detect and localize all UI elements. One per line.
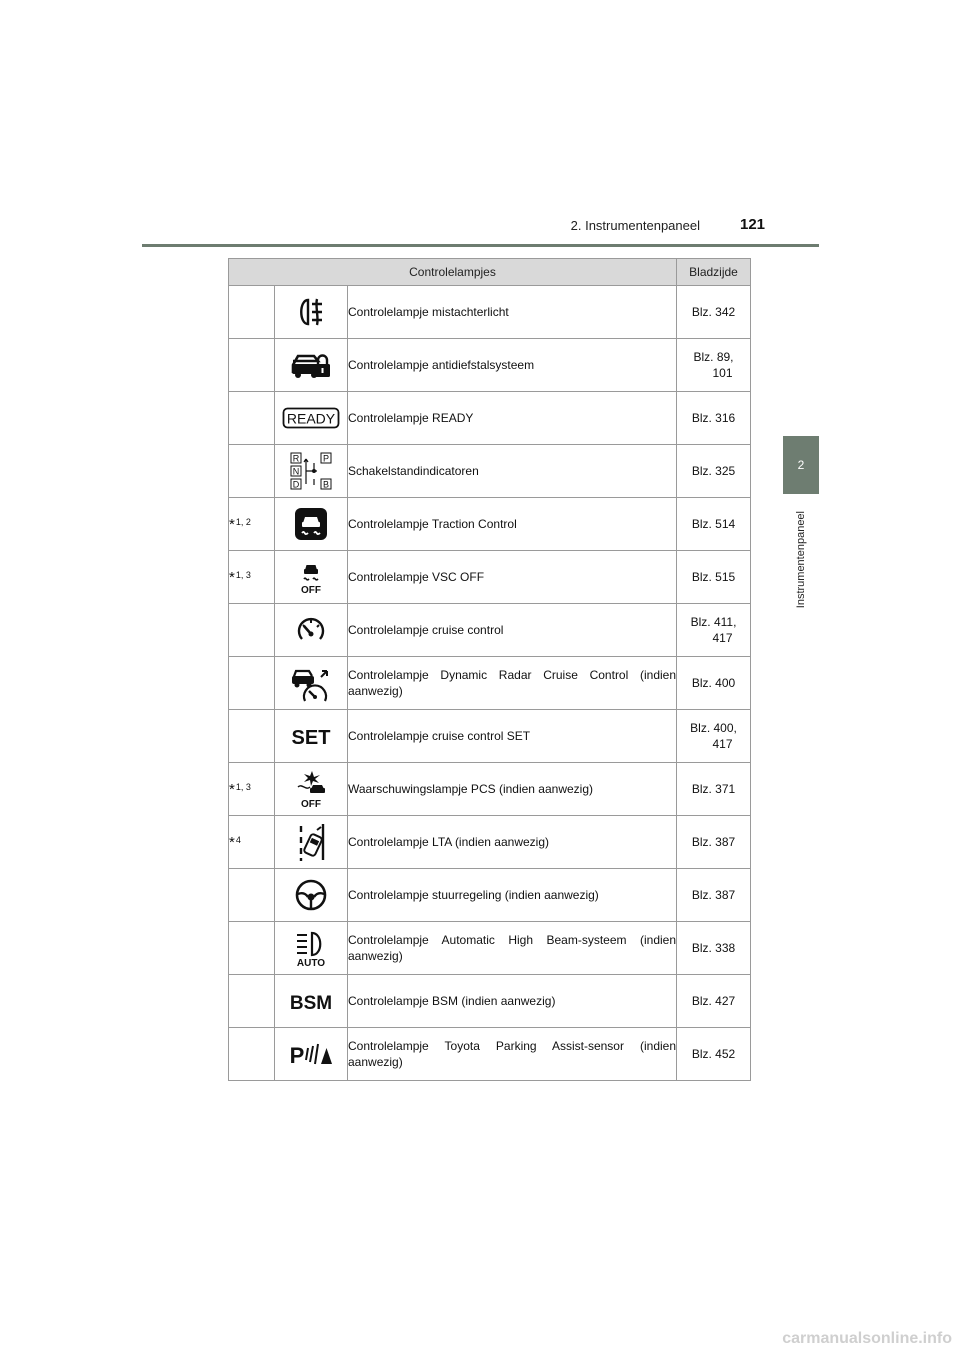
radar-cruise-icon	[275, 657, 348, 710]
car-padlock-icon	[275, 339, 348, 392]
page-reference	[677, 498, 751, 551]
table-row	[229, 763, 751, 816]
table-row	[229, 339, 751, 392]
footnote-cell	[229, 763, 275, 816]
footnote-cell	[229, 869, 275, 922]
lamp-description: Controlelampje BSM (indien aanwezig)	[348, 975, 677, 1028]
shift-d-text: D	[292, 479, 300, 490]
page-reference-line: Blz. 452	[691, 1047, 736, 1061]
traction-control-icon	[275, 498, 348, 551]
footnote-cell	[229, 657, 275, 710]
page-reference-line: 417	[712, 631, 733, 645]
page-reference-line: Blz. 387	[691, 888, 736, 902]
page-reference-line: Blz. 342	[691, 305, 736, 319]
table-row	[229, 816, 751, 869]
table-header-row	[229, 259, 751, 286]
auto-high-beam-icon	[275, 922, 348, 975]
page-reference-line: Blz. 427	[691, 994, 736, 1008]
table-row	[229, 710, 751, 763]
table-row	[229, 392, 751, 445]
page-reference-line: Blz. 89,	[693, 350, 734, 364]
page-reference	[677, 604, 751, 657]
page-reference	[677, 869, 751, 922]
footnote-cell	[229, 922, 275, 975]
ready-text: READY	[286, 410, 336, 427]
chapter-tab	[783, 436, 819, 494]
shift-r-text: R	[292, 453, 300, 464]
column-header-page: Bladzijde	[677, 259, 751, 286]
page-reference	[677, 286, 751, 339]
lamp-description: Schakelstandindicatoren	[348, 445, 677, 498]
page-reference-line: 101	[712, 366, 733, 380]
table-row	[229, 975, 751, 1028]
column-header-lamps: Controlelampjes	[229, 259, 677, 286]
rear-fog-light-icon	[275, 286, 348, 339]
page-reference	[677, 763, 751, 816]
bsm-text: BSM	[289, 993, 333, 1013]
table-row	[229, 551, 751, 604]
page-reference	[677, 339, 751, 392]
chapter-label-text: Instrumentenpaneel	[795, 511, 807, 609]
table-row	[229, 1028, 751, 1081]
table-row	[229, 922, 751, 975]
lamp-description: Controlelampje antidiefstalsysteem	[348, 339, 677, 392]
header-divider	[142, 244, 819, 247]
footnote-cell	[229, 498, 275, 551]
pcs-off-icon	[275, 763, 348, 816]
footnote-cell	[229, 445, 275, 498]
footnote-cell	[229, 339, 275, 392]
footnote-ref: *$^{1, 2}$	[229, 515, 251, 533]
lamp-description: Controlelampje Automatic High Beam-systeem (indien aanwezig)	[348, 922, 677, 975]
table-row	[229, 498, 751, 551]
page-reference	[677, 445, 751, 498]
footnote-cell	[229, 604, 275, 657]
page-reference-line: Blz. 387	[691, 835, 736, 849]
lamp-description: Controlelampje Dynamic Radar Cruise Control (indien aanwezig)	[348, 657, 677, 710]
page-reference-line: Blz. 411,	[690, 615, 737, 629]
page-reference	[677, 710, 751, 763]
lamp-description: Waarschuwingslampje PCS (indien aanwezig)	[348, 763, 677, 816]
footnote-ref: *$^4$	[229, 833, 241, 851]
lamp-description: Controlelampje cruise control SET	[348, 710, 677, 763]
page-reference	[677, 657, 751, 710]
page-reference-line: Blz. 400	[691, 676, 736, 690]
vsc-off-text: OFF	[301, 585, 321, 595]
parking-assist-icon	[275, 1028, 348, 1081]
lamp-description: Controlelampje Traction Control	[348, 498, 677, 551]
shift-n-text: N	[292, 466, 300, 477]
lamp-description: Controlelampje stuurregeling (indien aanwezig)	[348, 869, 677, 922]
page-number: 121	[740, 216, 766, 233]
section-title: 2. Instrumentenpaneel	[570, 218, 700, 233]
page-reference	[677, 975, 751, 1028]
table-row	[229, 286, 751, 339]
table-row	[229, 869, 751, 922]
page-reference-line: Blz. 325	[691, 464, 736, 478]
vsc-off-icon	[275, 551, 348, 604]
footnote-cell	[229, 1028, 275, 1081]
shift-p-text: P	[322, 453, 330, 464]
page-reference	[677, 551, 751, 604]
footnote-cell	[229, 392, 275, 445]
page-reference-line: Blz. 515	[691, 570, 736, 584]
page-reference-line: Blz. 514	[691, 517, 736, 531]
set-icon	[275, 710, 348, 763]
set-text: SET	[291, 727, 331, 748]
page-reference-line: Blz. 400,	[690, 721, 737, 735]
chapter-number: 2	[797, 458, 805, 472]
shift-b-text: B	[322, 479, 330, 490]
footnote-cell	[229, 286, 275, 339]
lamp-description: Controlelampje READY	[348, 392, 677, 445]
cruise-control-icon	[275, 604, 348, 657]
lta-icon	[275, 816, 348, 869]
page-reference	[677, 392, 751, 445]
lamp-description: Controlelampje cruise control	[348, 604, 677, 657]
footnote-cell	[229, 816, 275, 869]
ready-icon	[275, 392, 348, 445]
chapter-label	[783, 500, 819, 620]
page-reference	[677, 1028, 751, 1081]
lamp-description: Controlelampje Toyota Parking Assist-sensor (indien aanwezig)	[348, 1028, 677, 1081]
table-row	[229, 445, 751, 498]
footnote-cell	[229, 551, 275, 604]
footnote-ref: *$^{1, 3}$	[229, 780, 251, 798]
page-reference-line: Blz. 338	[691, 941, 736, 955]
footnote-cell	[229, 975, 275, 1028]
pcs-off-text: OFF	[301, 799, 321, 809]
page-reference-line: 417	[712, 737, 733, 751]
table-row	[229, 657, 751, 710]
indicator-table	[228, 258, 751, 1081]
page-reference	[677, 922, 751, 975]
lamp-description: Controlelampje LTA (indien aanwezig)	[348, 816, 677, 869]
page-reference	[677, 816, 751, 869]
lamp-description: Controlelampje VSC OFF	[348, 551, 677, 604]
watermark: carmanualsonline.info	[782, 1330, 952, 1347]
table-row	[229, 604, 751, 657]
footnote-cell	[229, 710, 275, 763]
page-reference-line: Blz. 316	[691, 411, 736, 425]
auto-text: AUTO	[296, 958, 326, 967]
bsm-icon	[275, 975, 348, 1028]
page-reference-line: Blz. 371	[691, 782, 736, 796]
parking-p-text: P	[289, 1043, 305, 1068]
lamp-description: Controlelampje mistachterlicht	[348, 286, 677, 339]
shift-position-icon	[275, 445, 348, 498]
steering-wheel-icon	[275, 869, 348, 922]
footnote-ref: *$^{1, 3}$	[229, 568, 251, 586]
